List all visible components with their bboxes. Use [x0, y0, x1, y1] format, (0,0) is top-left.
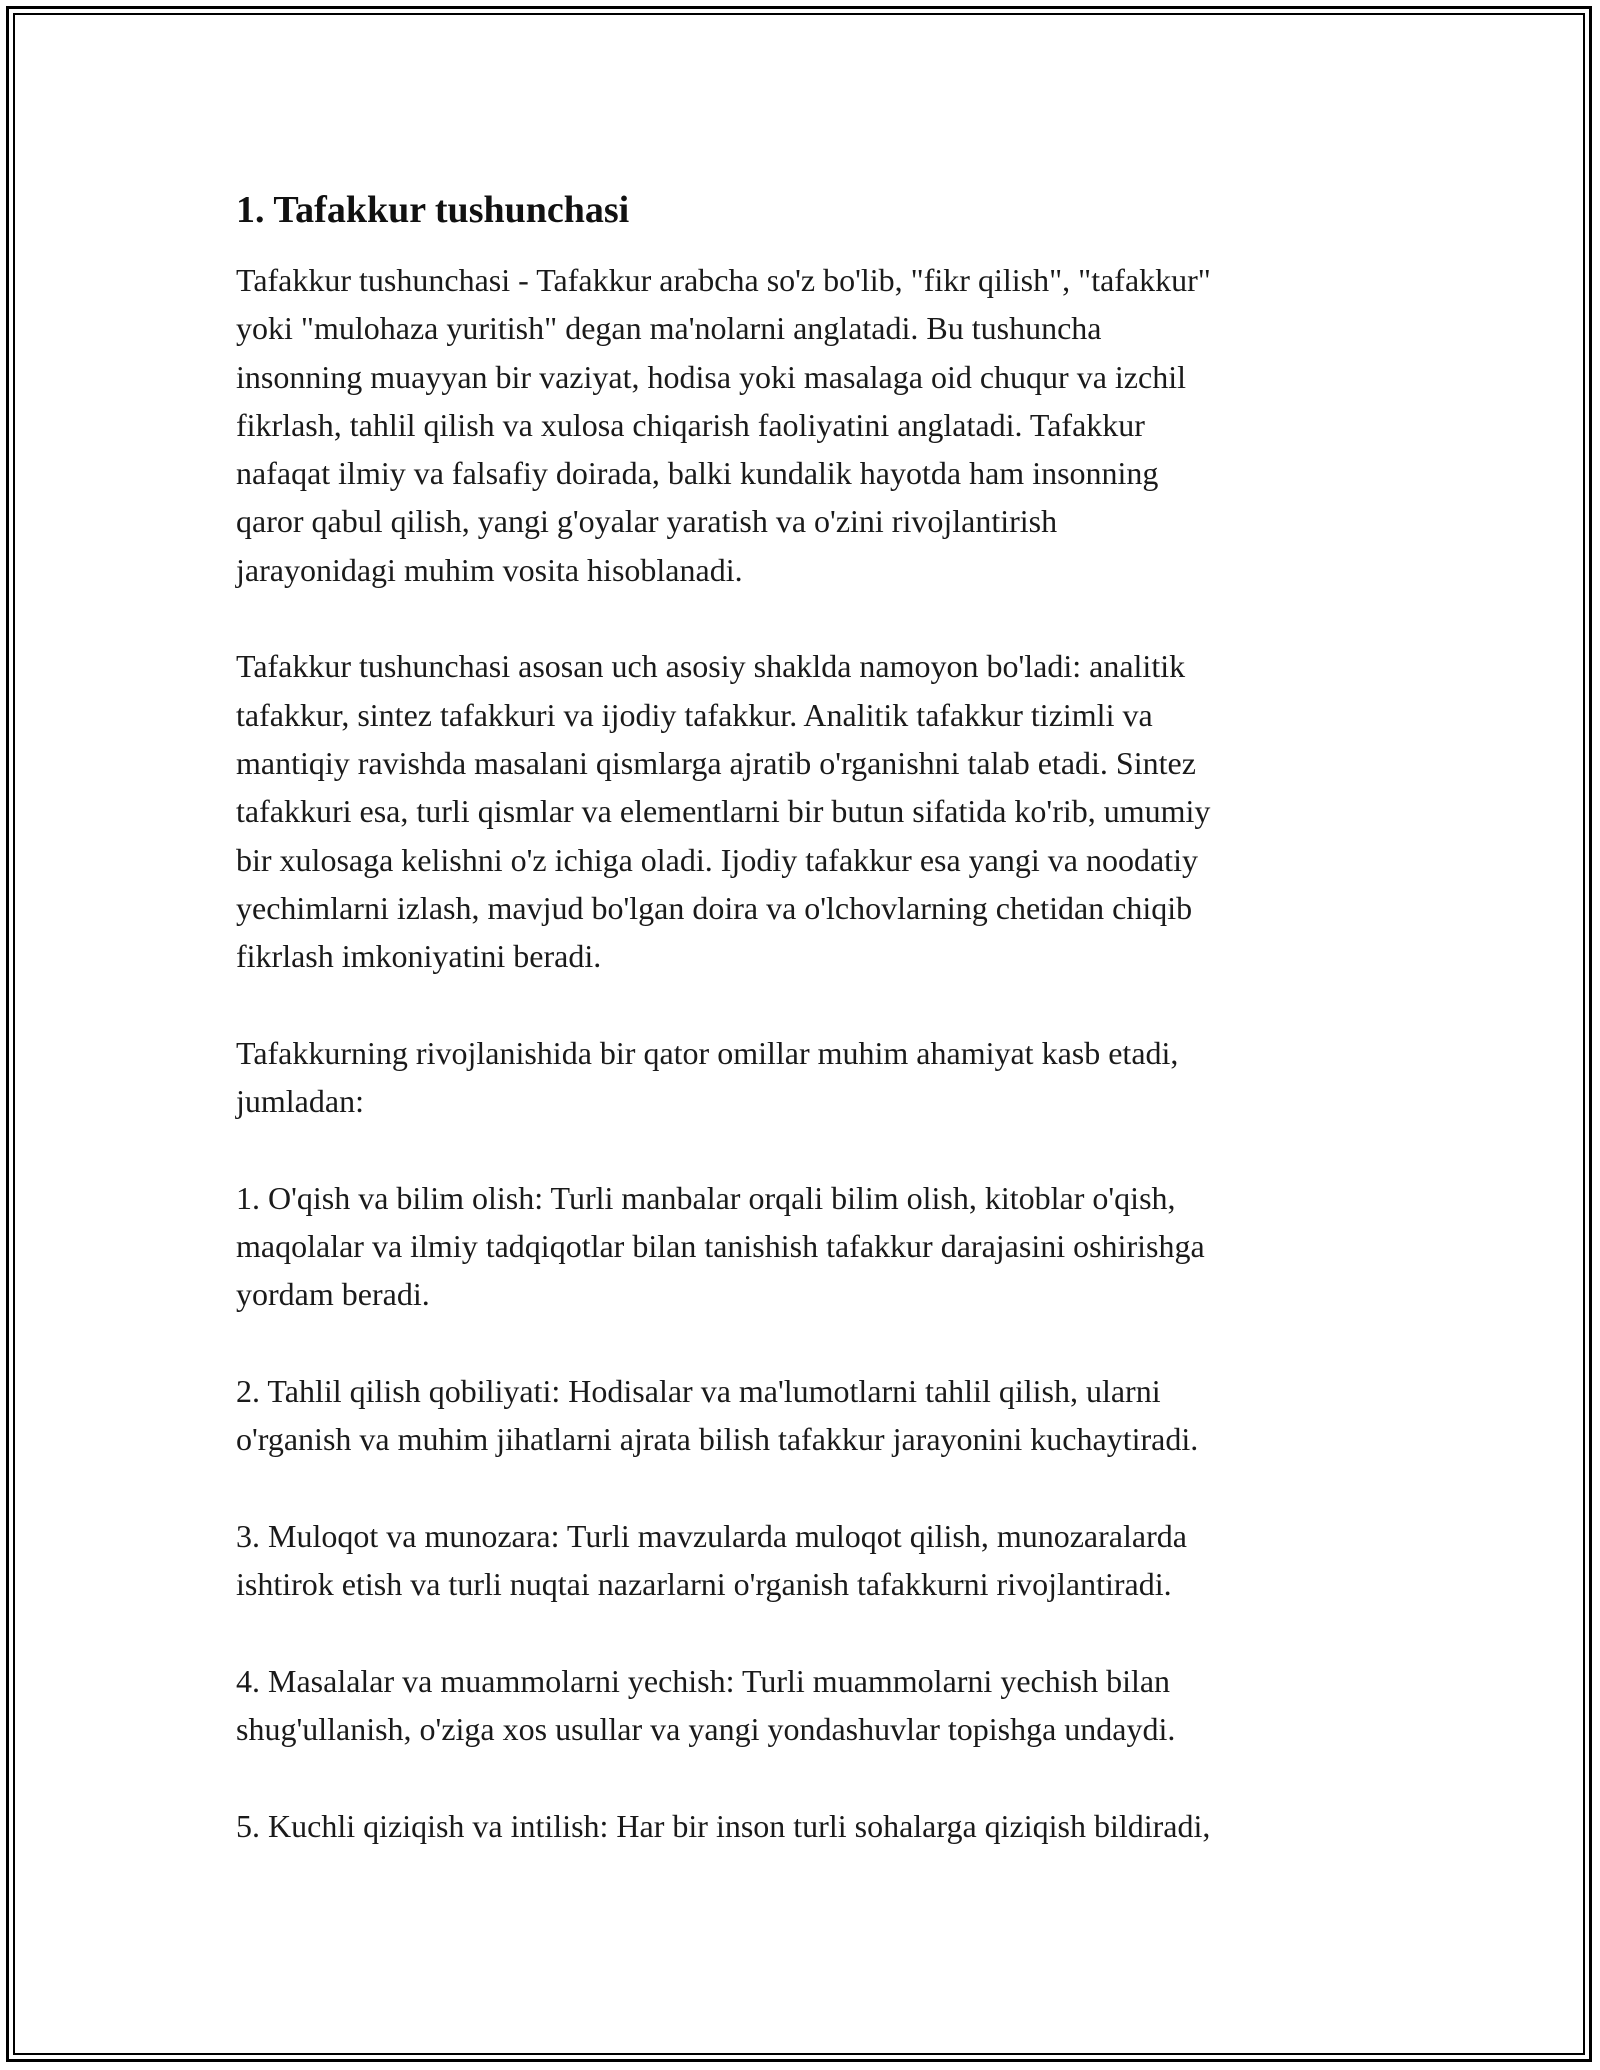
list-item-analysis: 2. Tahlil qilish qobiliyati: Hodisalar va ma'lumotlarni tahlil qilish, ularni o'rganish va muhim jihatlarni ajrata bilish tafakkur jarayonini kuchaytiradi.	[236, 1372, 1199, 1458]
section-heading: 1. Tafakkur tushunchasi	[236, 189, 630, 231]
paragraph-factors-intro: Tafakkurning rivojlanishida bir qator omillar muhim ahamiyat kasb etadi, jumladan:	[236, 1034, 1179, 1120]
list-item-problem-solving: 4. Masalalar va muammolarni yechish: Turli muammolarni yechish bilan shug'ullanish, o'ziga xos usullar va yangi yondashuvlar topishga undaydi.	[236, 1662, 1176, 1747]
list-item-reading: 1. O'qish va bilim olish: Turli manbalar orqali bilim olish, kitoblar o'qish, maqolalar va ilmiy tadqiqotlar bilan tanishish tafakkur darajasini oshirishga yordam beradi.	[236, 1179, 1205, 1313]
paragraph-definition: Tafakkur tushunchasi - Tafakkur arabcha so'z bo'lib, "fikr qilish", "tafakkur" yoki "mulohaza yuritish" degan ma'nolarni anglatadi. Bu tushuncha insonning muayyan bir vaziyat, hodisa yoki masalaga oid chuqur va izchil fikrlash, tahlil qilish va xulosa chiqarish faoliyatini anglatadi. Tafakkur nafaqat ilmiy va falsafiy doirada, balki kundalik hayotda ham insonning qaror qabul qilish, yangi g'oyalar yaratish va o'zini rivojlantirish jarayonidagi muhim vosita hisoblanadi.	[236, 262, 1211, 588]
document-body	[236, 186, 1376, 1898]
paragraph-forms: Tafakkur tushunchasi asosan uch asosiy shaklda namoyon bo'ladi: analitik tafakkur, sintez tafakkuri va ijodiy tafakkur. Analitik tafakkur tizimli va mantiqiy ravishda masalani qismlarga ajratib o'rganishni talab etadi. Sintez tafakkuri esa, turli qismlar va elementlarni bir butun sifatida ko'rib, umumiy bir xulosaga kelishni o'z ichiga oladi. Ijodiy tafakkur esa yangi va noodatiy yechimlarni izlash, mavjud bo'lgan doira va o'lchovlarning chetidan chiqib fikrlash imkoniyatini beradi.	[236, 648, 1211, 975]
list-item-communication: 3. Muloqot va munozara: Turli mavzularda muloqot qilish, munozaralarda ishtirok etish va turli nuqtai nazarlarni o'rganish tafakkurni rivojlantiradi.	[236, 1517, 1187, 1603]
list-item-curiosity: 5. Kuchli qiziqish va intilish: Har bir inson turli sohalarga qiziqish bildiradi,	[236, 1807, 1211, 1844]
